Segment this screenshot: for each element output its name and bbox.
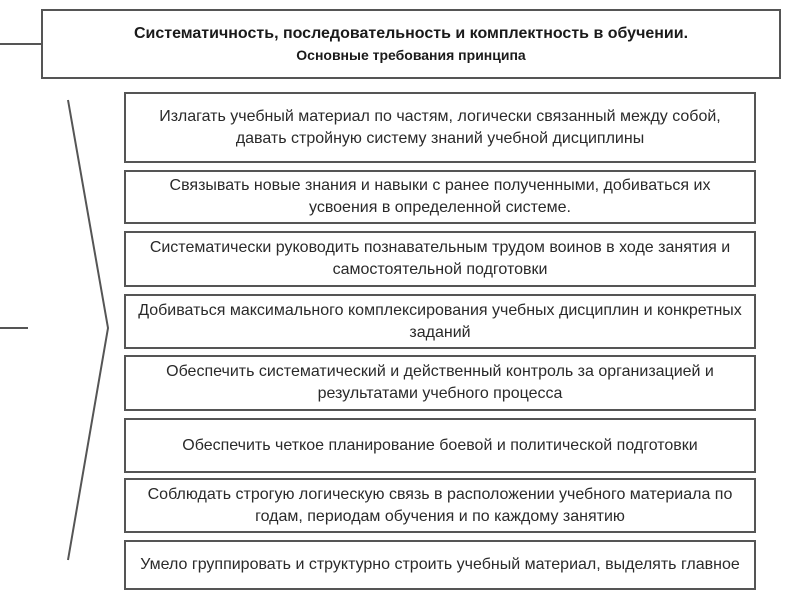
requirement-text-2: Связывать новые знания и навыки с ранее полученными, добиваться их усвоения в определенной системе. xyxy=(169,177,711,216)
requirement-box-2 xyxy=(124,170,756,224)
requirement-text-7: Соблюдать строгую логическую связь в расположении учебного материала по годам, периодам обучения и по каждому занятию xyxy=(147,485,733,525)
requirement-box-1 xyxy=(124,92,756,163)
requirement-text-8: Умело группировать и структурно строить учебный материал, выделять главное xyxy=(140,556,740,573)
title-box xyxy=(41,9,781,79)
page-subtitle: Основные требования принципа xyxy=(296,46,526,63)
requirement-text-1: Излагать учебный материал по частям, логически связанный между собой, давать стройную систему знаний учебной дисциплины xyxy=(159,107,721,147)
requirement-box-3 xyxy=(124,231,756,287)
requirement-box-7 xyxy=(124,478,756,533)
requirement-text-3: Систематически руководить познавательным трудом воинов в ходе занятия и самостоятельной подготовки xyxy=(149,239,731,278)
requirement-text-5: Обеспечить систематический и действенный контроль за организацией и результатами учебного процесса xyxy=(166,363,714,402)
requirement-box-8 xyxy=(124,540,756,590)
chevron-bracket-icon xyxy=(68,100,108,560)
requirement-text-4: Добиваться максимального комплексирования учебных дисциплин и конкретных заданий xyxy=(138,301,742,341)
requirement-box-5 xyxy=(124,355,756,411)
requirement-text-6: Обеспечить четкое планирование боевой и политической подготовки xyxy=(182,436,698,454)
requirement-box-6 xyxy=(124,418,756,473)
page-title: Систематичность, последовательность и комплектность в обучении. xyxy=(133,24,689,42)
requirement-box-4 xyxy=(124,294,756,349)
